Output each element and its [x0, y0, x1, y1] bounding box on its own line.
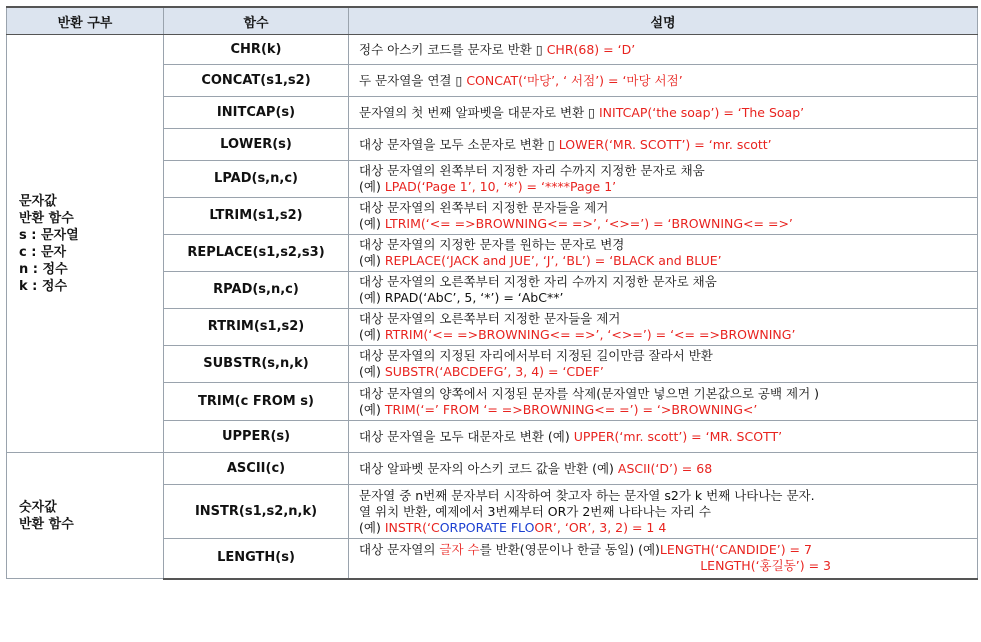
function-description: [349, 383, 978, 421]
example-prefix: (예): [359, 364, 385, 379]
function-description: [349, 421, 978, 453]
category-line: 숫자값: [19, 499, 57, 515]
function-name: SUBSTR(s,n,k): [164, 346, 349, 383]
header-category: 반환 구부: [7, 7, 164, 35]
example-prefix: (예): [359, 401, 385, 417]
function-name: LPAD(s,n,c): [164, 161, 349, 198]
category-num-functions: [7, 453, 164, 579]
sql-function-table: [6, 6, 978, 580]
function-name: ASCII(c): [164, 453, 349, 485]
example-text: CHR(68) = ‘D’: [546, 41, 636, 57]
desc-text: 대상 문자열을 모두 소문자로 변환 ▯: [359, 136, 559, 152]
header-description: 설명: [349, 7, 978, 35]
function-name: UPPER(s): [164, 421, 349, 453]
desc-text: 문자열 중 n번째 문자부터 시작하여 찾고자 하는 문자열 s2가 k 번째 나타나는 문자.: [359, 487, 815, 503]
table-row: [7, 453, 978, 485]
example-text: LENGTH(‘홍길동’) = 3: [700, 558, 831, 574]
category-line: s : 문자열: [19, 227, 79, 243]
desc-text: 대상 문자열을 모두 대문자로 변환 (예): [359, 428, 574, 444]
function-name: TRIM(c FROM s): [164, 383, 349, 421]
category-line: 반환 함수: [19, 210, 74, 226]
desc-text: 정수 아스키 코드를 문자로 반환 ▯: [359, 41, 547, 57]
example-prefix: (예): [359, 519, 385, 535]
category-line: 문자값: [19, 193, 57, 209]
example-text: LOWER(‘MR. SCOTT’) = ‘mr. scott’: [558, 136, 772, 152]
highlight-text: 글자 수: [439, 542, 480, 558]
example-text: SUBSTR(‘ABCDEFG’, 3, 4) = ‘CDEF’: [384, 364, 604, 379]
function-description: [349, 235, 978, 272]
example-text: (예) RPAD(‘AbC’, 5, ‘*’) = ‘AbC**’: [359, 290, 564, 305]
desc-text: 대상 알파벳 문자의 아스키 코드 값을 반환 (예): [359, 460, 618, 476]
function-description: [349, 346, 978, 383]
function-name: LOWER(s): [164, 129, 349, 161]
category-line: 반환 함수: [19, 516, 74, 532]
example-prefix: (예): [359, 216, 385, 231]
function-name: LENGTH(s): [164, 539, 349, 579]
function-description: [349, 161, 978, 198]
function-description: [349, 35, 978, 65]
example-prefix: (예): [359, 253, 385, 268]
category-char-functions: [7, 35, 164, 453]
example-highlight: ORPORATE FLO: [439, 519, 535, 535]
function-description: [349, 65, 978, 97]
function-description: [349, 309, 978, 346]
desc-text: 를 반환(영문이나 한글 동일) (예): [479, 542, 660, 558]
category-line: c : 문자: [19, 244, 67, 260]
table-row: [7, 35, 978, 65]
example-text: LPAD(‘Page 1’, 10, ‘*’) = ‘****Page 1’: [384, 179, 617, 194]
example-text: UPPER(‘mr. scott’) = ‘MR. SCOTT’: [573, 428, 783, 444]
desc-text: 두 문자열을 연결 ▯: [359, 72, 467, 88]
example-text: LTRIM(‘<= =>BROWNING<= =>’, ‘<>=’) = ‘BROWNING<= =>’: [384, 216, 793, 231]
function-description: [349, 272, 978, 309]
example-text: LENGTH(‘CANDIDE’) = 7: [659, 542, 812, 558]
function-name: LTRIM(s1,s2): [164, 198, 349, 235]
function-name: REPLACE(s1,s2,s3): [164, 235, 349, 272]
desc-text: 문자열의 첫 번째 알파벳을 대문자로 변환 ▯: [359, 104, 599, 120]
example-prefix: (예): [359, 179, 385, 194]
desc-text: 대상 문자열의 오른쪽부터 지정한 자리 수까지 지정한 문자로 채움: [359, 274, 717, 289]
example-text: RTRIM(‘<= =>BROWNING<= =>’, ‘<>=’) = ‘<= =>BROWNING’: [384, 327, 796, 342]
function-name: CHR(k): [164, 35, 349, 65]
header-function: 함수: [164, 7, 349, 35]
function-name: CONCAT(s1,s2): [164, 65, 349, 97]
function-description: [349, 198, 978, 235]
function-description: [349, 97, 978, 129]
example-text: TRIM(‘=’ FROM ‘= =>BROWNING<= =’) = ‘>BROWNING<’: [384, 401, 758, 417]
desc-text: 대상 문자열의 양쪽에서 지정된 문자를 삭제(문자열만 넣으면 기본값으로 공백 제거 ): [359, 385, 820, 401]
function-description: [349, 485, 978, 539]
example-text: ASCII(‘D’) = 68: [617, 460, 713, 476]
desc-text: 대상 문자열의 왼쪽부터 지정한 자리 수까지 지정한 문자로 채움: [359, 163, 705, 178]
function-name: RPAD(s,n,c): [164, 272, 349, 309]
function-description: [349, 129, 978, 161]
function-name: RTRIM(s1,s2): [164, 309, 349, 346]
category-line: n : 정수: [19, 261, 68, 277]
desc-text: 열 위치 반환, 예제에서 3번째부터 OR가 2번째 나타나는 자리 수: [359, 503, 711, 519]
desc-text: 대상 문자열의 지정된 자리에서부터 지정된 길이만큼 잘라서 반환: [359, 348, 713, 363]
category-line: k : 정수: [19, 278, 68, 294]
header-row: [7, 7, 978, 35]
function-name: INITCAP(s): [164, 97, 349, 129]
example-prefix: (예): [359, 327, 385, 342]
example-text: REPLACE(‘JACK and JUE’, ‘J’, ‘BL’) = ‘BLACK and BLUE’: [384, 253, 722, 268]
desc-text: 대상 문자열의 오른쪽부터 지정한 문자들을 제거: [359, 311, 621, 326]
example-text: INITCAP(‘the soap’) = ‘The Soap’: [598, 104, 805, 120]
desc-text: 대상 문자열의: [359, 542, 440, 558]
example-text: INSTR(‘C: [384, 519, 440, 535]
example-text: CONCAT(‘마당’, ‘ 서점’) = ‘마당 서점’: [466, 72, 683, 88]
function-description: [349, 453, 978, 485]
example-text: OR’, ‘OR’, 3, 2) = 1 4: [534, 519, 667, 535]
desc-text: 대상 문자열의 왼쪽부터 지정한 문자들을 제거: [359, 200, 609, 215]
function-name: INSTR(s1,s2,n,k): [164, 485, 349, 539]
function-description: [349, 539, 978, 579]
desc-text: 대상 문자열의 지정한 문자를 원하는 문자로 변경: [359, 237, 625, 252]
